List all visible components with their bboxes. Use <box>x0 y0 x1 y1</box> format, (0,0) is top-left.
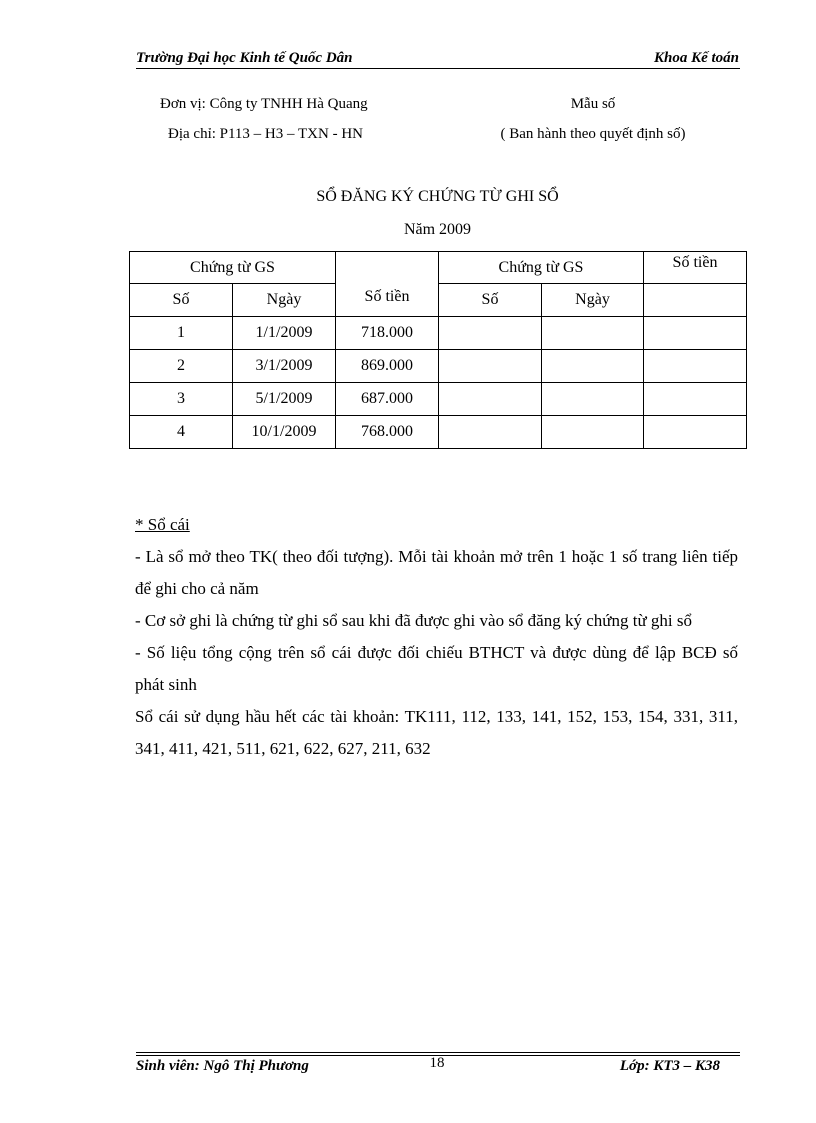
cell-empty <box>439 416 542 449</box>
footer-class: Lớp: KT3 – K38 <box>619 1058 720 1074</box>
cell-sotien: 718.000 <box>336 317 439 350</box>
cell-empty <box>542 383 644 416</box>
header-ngay-right: Ngày <box>542 284 644 317</box>
header-rule <box>136 68 740 69</box>
header-group-left: Chứng từ GS <box>130 252 336 284</box>
unit-name: Đơn vị: Công ty TNHH Hà Quang <box>160 96 368 112</box>
cell-ngay: 3/1/2009 <box>233 350 336 383</box>
table-header-row <box>130 252 747 284</box>
cell-so: 4 <box>130 416 233 449</box>
register-table <box>129 251 747 449</box>
header-blank <box>644 284 747 317</box>
so-cai-paragraph-1: - Là sổ mở theo TK( theo đối tượng). Mỗi tài khoản mở trên 1 hoặc 1 số trang liên tiếp để ghi cho cả năm <box>135 547 738 598</box>
cell-empty <box>439 350 542 383</box>
header-so-right: Số <box>439 284 542 317</box>
so-cai-paragraph-4: Sổ cái sử dụng hầu hết các tài khoản: TK111, 112, 133, 141, 152, 153, 154, 331, 311, 341, 411, 421, 511, 621, 622, 627, 211, 632 <box>135 707 738 758</box>
cell-empty <box>439 383 542 416</box>
cell-empty <box>542 416 644 449</box>
unit-address: Địa chỉ: P113 – H3 – TXN - HN <box>168 126 363 142</box>
cell-so: 1 <box>130 317 233 350</box>
so-cai-section <box>135 509 738 765</box>
cell-empty <box>542 317 644 350</box>
cell-ngay: 5/1/2009 <box>233 383 336 416</box>
table-row <box>130 383 747 416</box>
header-ngay-left: Ngày <box>233 284 336 317</box>
table-row <box>130 416 747 449</box>
cell-so: 2 <box>130 350 233 383</box>
cell-empty <box>644 416 747 449</box>
header-group-right: Chứng từ GS <box>439 252 644 284</box>
so-cai-paragraph-3: - Số liệu tổng cộng trên sổ cái được đối chiếu BTHCT và được dùng để lập BCĐ số phát sinh <box>135 643 738 694</box>
page-number: 18 <box>429 1055 445 1071</box>
cell-empty <box>542 350 644 383</box>
header-sotien-right: Số tiền <box>644 252 747 284</box>
cell-empty <box>644 317 747 350</box>
cell-sotien: 869.000 <box>336 350 439 383</box>
register-title: SỔ ĐĂNG KÝ CHỨNG TỪ GHI SỔ <box>316 188 559 205</box>
cell-ngay: 10/1/2009 <box>233 416 336 449</box>
so-cai-heading: * Sổ cái <box>135 515 190 534</box>
cell-sotien: 768.000 <box>336 416 439 449</box>
form-note: ( Ban hành theo quyết định số) <box>500 126 686 142</box>
cell-ngay: 1/1/2009 <box>233 317 336 350</box>
header-so-left: Số <box>130 284 233 317</box>
form-label: Mẫu số <box>570 96 616 112</box>
table-row <box>130 317 747 350</box>
cell-so: 3 <box>130 383 233 416</box>
cell-empty <box>439 317 542 350</box>
cell-empty <box>644 350 747 383</box>
table-subheader-row <box>130 284 747 317</box>
header-department: Khoa Kế toán <box>653 50 739 66</box>
register-year: Năm 2009 <box>403 221 472 238</box>
so-cai-paragraph-2: - Cơ sở ghi là chứng từ ghi sổ sau khi đã được ghi vào sổ đăng ký chứng từ ghi sổ <box>135 611 693 630</box>
cell-sotien: 687.000 <box>336 383 439 416</box>
footer-student: Sinh viên: Ngô Thị Phương <box>136 1058 309 1074</box>
cell-empty <box>644 383 747 416</box>
header-sotien-left: Số tiền <box>336 252 439 317</box>
footer-rule-top <box>136 1052 740 1053</box>
table-row <box>130 350 747 383</box>
header-school: Trường Đại học Kinh tế Quốc Dân <box>136 50 353 66</box>
